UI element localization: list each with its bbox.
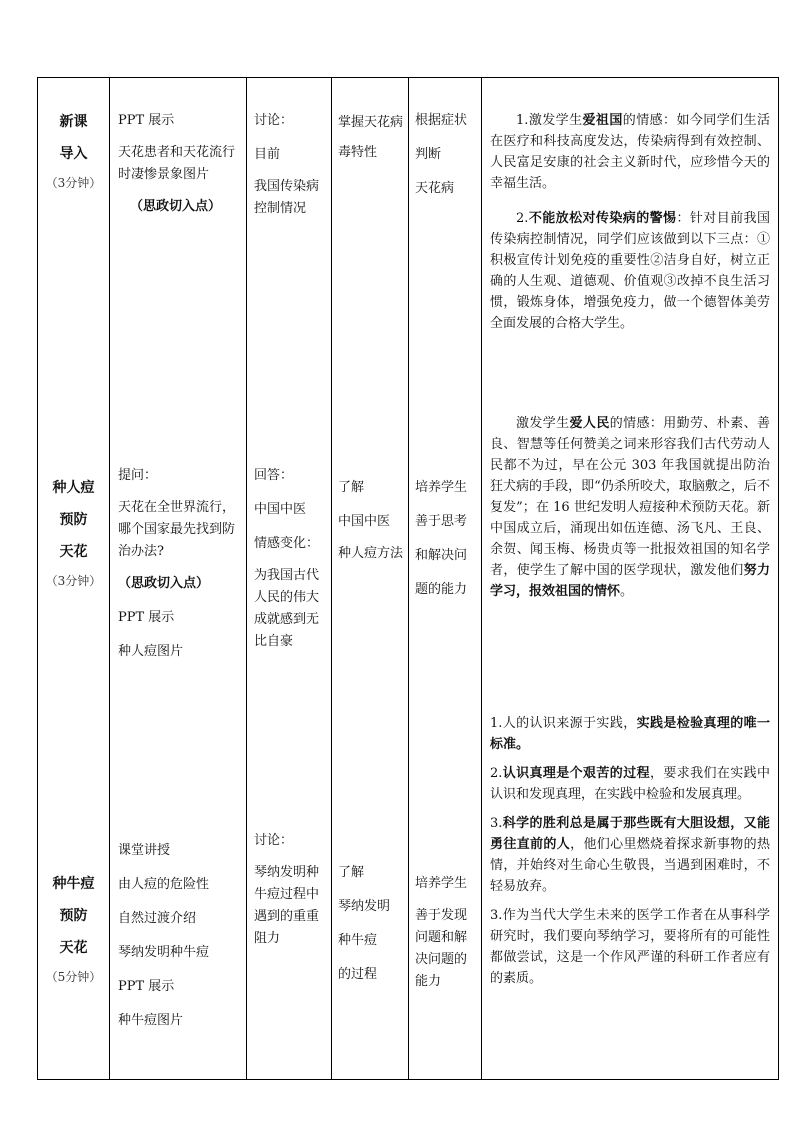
stage-time: （3分钟） bbox=[45, 176, 102, 190]
ideology-paragraph: 3.作为当代大学生未来的医学工作者在从事科学研究时，我们要向琴纳学习，要将所有的可能性都做尝试，这是一个作风严谨的科研工作者应有的素质。 bbox=[490, 908, 770, 986]
ability-line: 和解决问 bbox=[415, 548, 468, 563]
ability-line: 培养学生 bbox=[415, 480, 468, 495]
column-divider bbox=[109, 78, 110, 1079]
content-line: 琴纳发明种牛痘 bbox=[118, 945, 210, 960]
ability-cell bbox=[415, 871, 477, 993]
column-divider bbox=[408, 78, 409, 1079]
activity-line: 为我国古代人民的伟大成就感到无比自豪 bbox=[254, 568, 320, 649]
ability-line: 判断 bbox=[415, 147, 442, 162]
activity-cell bbox=[254, 463, 326, 653]
content-cell bbox=[118, 838, 238, 1034]
stage-time: （5分钟） bbox=[45, 970, 102, 984]
activity-line: 中国中医 bbox=[254, 502, 307, 517]
ability-line: 天花病 bbox=[415, 181, 455, 196]
stage-time: （3分钟） bbox=[45, 574, 102, 588]
goal-line: 种牛痘 bbox=[338, 933, 378, 948]
stage-title: 种人痘 bbox=[52, 480, 95, 496]
activity-line: 讨论： bbox=[254, 113, 294, 128]
stage-title: 导入 bbox=[59, 146, 88, 162]
ideology-paragraph: 1.激发学生爱祖国的情感：如今同学们生活在医疗和科技高度发达，传染病得到有效控制、人民富足安康的社会主义新时代，应珍惜今天的幸福生活。 bbox=[490, 113, 770, 191]
content-line: 天花患者和天花流行时凄惨景象图片 bbox=[118, 145, 236, 182]
goal-line: 琴纳发明 bbox=[338, 899, 391, 914]
activity-line: 情感变化： bbox=[254, 536, 320, 551]
content-line: PPT 展示 bbox=[118, 113, 175, 128]
activity-line: 我国传染病控制情况 bbox=[254, 179, 320, 216]
goal-line: 中国中医 bbox=[338, 514, 391, 529]
ability-cell bbox=[415, 108, 477, 202]
ability-cell bbox=[415, 475, 477, 603]
ability-line: 根据症状 bbox=[415, 113, 468, 128]
ideology-entry-point: （思政切入点） bbox=[118, 576, 210, 591]
content-line: 天花在全世界流行，哪个国家最先找到防治办法? bbox=[118, 500, 236, 559]
ideology-paragraph: 2.不能放松对传染病的警惕：针对目前我国传染病控制情况，同学们应该做到以下三点：①积极宣传计划免疫的重要性②洁身自好，树立正确的人生观、道德观、价值观③改掉不良生活习惯，锻炼身体，增强免疫力，做一个德智体美劳全面发展的合格大学生。 bbox=[490, 211, 770, 331]
content-line: PPT 展示 bbox=[118, 979, 175, 994]
activity-line: 琴纳发明种牛痘过程中遇到的重重阻力 bbox=[254, 865, 320, 946]
ideology-paragraph: 2.认识真理是个艰苦的过程，要求我们在实践中认识和发现真理，在实践中检验和发展真理。 bbox=[490, 766, 770, 802]
stage-cell bbox=[38, 868, 109, 990]
stage-title: 天花 bbox=[59, 940, 88, 956]
goal-cell bbox=[338, 108, 404, 168]
goal-line: 了解 bbox=[338, 865, 365, 880]
stage-title: 新课 bbox=[59, 114, 88, 130]
ideology-paragraph: 3.科学的胜利总是属于那些既有大胆设想，又能勇往直前的人，他们心里燃烧着探求新事物的热情，并始终对生命心生敬畏，当遇到困难时，不轻易放弃。 bbox=[490, 816, 770, 894]
stage-cell bbox=[38, 106, 109, 196]
column-divider bbox=[331, 78, 332, 1079]
goal-line: 的过程 bbox=[338, 967, 378, 982]
content-line: 种人痘图片 bbox=[118, 644, 184, 659]
column-divider bbox=[246, 78, 247, 1079]
stage-title: 预防 bbox=[59, 512, 88, 528]
activity-line: 目前 bbox=[254, 147, 281, 162]
activity-cell bbox=[254, 108, 326, 220]
ability-line: 善于思考 bbox=[415, 514, 468, 529]
ability-line: 题的能力 bbox=[415, 582, 468, 597]
goal-cell bbox=[338, 475, 404, 565]
ability-line: 培养学生 bbox=[415, 876, 468, 891]
ideology-cell bbox=[490, 713, 770, 989]
goal-cell bbox=[338, 860, 404, 988]
content-line: 课堂讲授 bbox=[118, 843, 171, 858]
stage-cell bbox=[38, 472, 109, 594]
lesson-plan-table bbox=[37, 77, 779, 1080]
content-line: 提问： bbox=[118, 468, 158, 483]
activity-line: 回答： bbox=[254, 468, 294, 483]
goal-line: 掌握天花病毒特性 bbox=[338, 115, 404, 160]
content-cell bbox=[118, 463, 238, 665]
stage-title: 种牛痘 bbox=[52, 876, 95, 892]
ability-line: 善于发现问题和解决问题的能力 bbox=[415, 908, 468, 989]
ideology-entry-point: （思政切入点） bbox=[130, 199, 222, 214]
content-line: 由人痘的危险性 bbox=[118, 877, 210, 892]
stage-title: 天花 bbox=[59, 544, 88, 560]
content-line: PPT 展示 bbox=[118, 610, 175, 625]
ideology-cell bbox=[490, 110, 770, 334]
content-line: 种牛痘图片 bbox=[118, 1013, 184, 1028]
activity-cell bbox=[254, 828, 326, 950]
content-line: 自然过渡介绍 bbox=[118, 911, 197, 926]
content-cell bbox=[118, 108, 238, 220]
goal-line: 种人痘方法 bbox=[338, 546, 404, 561]
column-divider bbox=[481, 78, 482, 1079]
ideology-paragraph: 1.人的认识来源于实践，实践是检验真理的唯一标准。 bbox=[490, 716, 770, 752]
ideology-paragraph: 激发学生爱人民的情感：用勤劳、朴素、善良、智慧等任何赞美之词来形容我们古代劳动人民都不为过，早在公元 303 年我国就提出防治狂犬病的手段，即“仍杀所咬犬，取脑敷之，后不复发”；在 16 世纪发明人痘接种术预防天花。新中国成立后，涌现出如伍连德、汤飞凡、王良、余贺、闻玉梅、杨贵贞等一批报效祖国的知名学者，使学生了解中国的医学现状，激发他们努力学习，报效祖国的情怀。 bbox=[490, 416, 770, 599]
ideology-cell bbox=[490, 413, 770, 602]
stage-title: 预防 bbox=[59, 908, 88, 924]
activity-line: 讨论： bbox=[254, 833, 294, 848]
goal-line: 了解 bbox=[338, 480, 365, 495]
